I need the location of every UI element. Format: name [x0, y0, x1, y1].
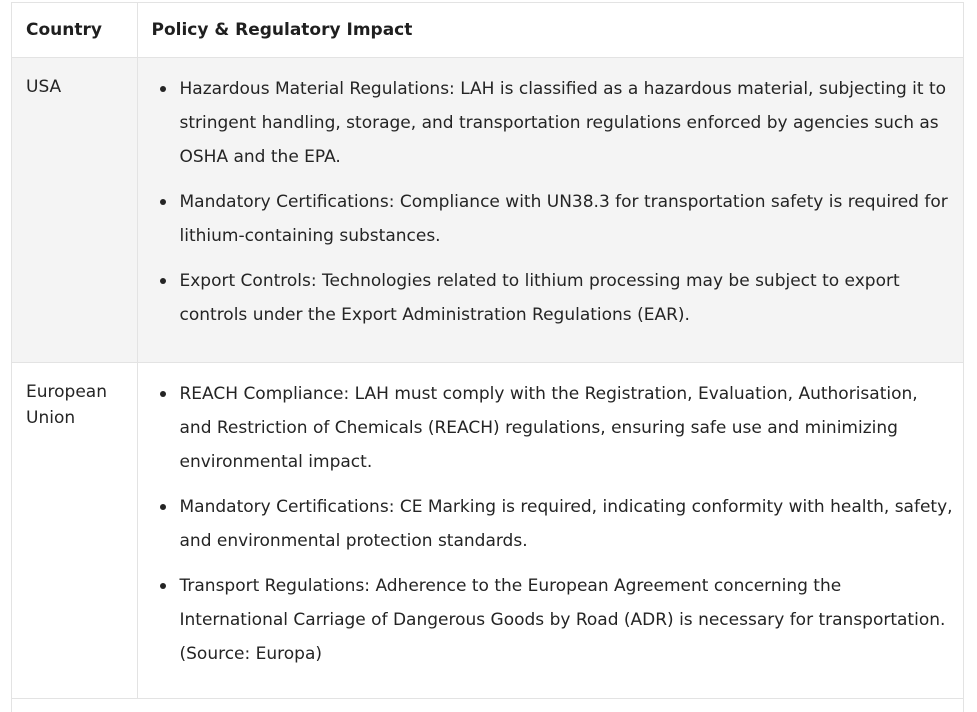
country-cell: USA [12, 58, 137, 363]
column-header-country: Country [12, 3, 137, 58]
list-item: Hazardous Material Regulations: LAH is classified as a hazardous material, subjecting it to stringent handling, storage, and transportation regulations enforced by agencies such as OSHA and the EPA. [138, 72, 964, 174]
country-cell: European Union [12, 363, 137, 699]
column-header-impact: Policy & Regulatory Impact [137, 3, 963, 58]
table-row [12, 58, 963, 363]
impact-cell [137, 58, 963, 363]
impact-list [138, 377, 964, 671]
policy-table-container [11, 2, 964, 712]
impact-cell [137, 363, 963, 699]
list-item: Export Controls: Technologies related to lithium processing may be subject to export controls under the Export Administration Regulations (EAR). [138, 264, 964, 332]
list-item: Mandatory Certifications: CE Marking is required, indicating conformity with health, safety, and environmental protection standards. [138, 490, 964, 558]
list-item: Transport Regulations: Adherence to the European Agreement concerning the International Carriage of Dangerous Goods by Road (ADR) is necessary for transportation. (Source: Europa) [138, 569, 964, 671]
impact-list [138, 72, 964, 332]
policy-table [12, 3, 963, 699]
list-item: Mandatory Certifications: Compliance with UN38.3 for transportation safety is required for lithium-containing substances. [138, 185, 964, 253]
list-item: REACH Compliance: LAH must comply with the Registration, Evaluation, Authorisation, and Restriction of Chemicals (REACH) regulations, ensuring safe use and minimizing environmental impact. [138, 377, 964, 479]
table-row [12, 363, 963, 699]
table-header-row [12, 3, 963, 58]
